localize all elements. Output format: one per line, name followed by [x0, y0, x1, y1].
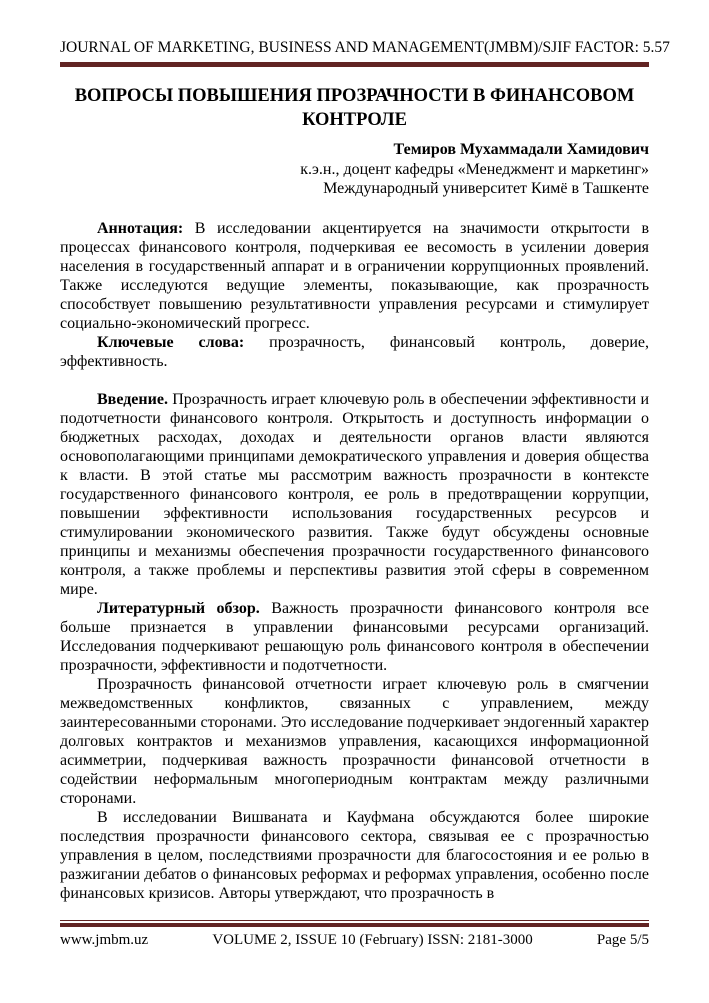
abstract-text: В исследовании акцентируется на значимости открытости в процессах финансового контроля, подчеркивая ее весомость в усилении доверия населения в государственный аппарат и в ограничении коррупционных проявлений. Также исследуются ведущие элементы, показывающие, как прозрачность способствует повышению результативности управления ресурсами и стимулирует социально-экономический прогресс.: [60, 219, 650, 332]
author-university-line: Международный университет Кимё в Ташкенте: [323, 180, 649, 197]
paragraph-abstract: [60, 219, 649, 333]
paragraph-keywords: [60, 333, 649, 371]
journal-header: [60, 39, 670, 67]
footer-rule: [60, 920, 649, 927]
literature-review-label: Литературный обзор.: [97, 599, 260, 617]
footer-volume-info: VOLUME 2, ISSUE 10 (February) ISSN: 2181-3000: [212, 932, 533, 948]
paragraph-introduction: [60, 390, 649, 599]
abstract-label: Аннотация:: [97, 219, 184, 237]
spacer: [60, 199, 649, 219]
introduction-label: Введение.: [97, 390, 168, 408]
article-title: ВОПРОСЫ ПОВЫШЕНИЯ ПРОЗРАЧНОСТИ В ФИНАНСОВОМ КОНТРОЛЕ: [74, 86, 635, 130]
literature-review-text: Важность прозрачности финансового контроля все больше признается в управлении финансовыми ресурсами организаций. Исследования подчеркивают решающую роль финансового контроля в обеспечении прозрачности, эффективности и подотчетности.: [60, 599, 650, 674]
author-block: [60, 140, 649, 199]
footer-page-number: Page 5/5: [596, 932, 649, 948]
author-name: Темиров Мухаммадали Хамидович: [393, 141, 649, 158]
keywords-text: прозрачность, финансовый контроль, доверие, эффективность.: [60, 333, 650, 370]
spacer: [60, 371, 649, 390]
page-footer: [60, 920, 649, 950]
footer-website: www.jmbm.uz: [60, 932, 149, 948]
header-rule: [60, 62, 649, 67]
author-degree-line: к.э.н., доцент кафедры «Менеджмент и маркетинг»: [300, 160, 649, 178]
footer-rule-thick: [60, 923, 649, 927]
body-1-text: Прозрачность финансовой отчетности играет ключевую роль в смягчении межведомственных конфликтов, связанных с управлением, между заинтересованными сторонами. Это исследование подчеркивает эндогенный характер долговых контрактов и механизмов управления, касающихся информационной асимметрии, подчеркивая важность прозрачности финансовой отчетности в содействии неформальным многопериодным контрактам между различными сторонами.: [60, 675, 649, 807]
footer-row: [60, 931, 649, 950]
paragraph-body-2: [60, 808, 649, 903]
introduction-text: Прозрачность играет ключевую роль в обеспечении эффективности и подотчетности финансового контроля. Открытость и доступность информации о бюджетных расходах, доходах и деятельности органов власти являются основополагающими принципами демократического управления и доверия общества к власти. В этой статье мы рассмотрим важность прозрачности в контексте государственного финансового контроля, ее роль в предотвращении коррупции, повышении эффективности использования государственных ресурсов и стимулировании экономического развития. Также будут обсуждены основные принципы и механизмы обеспечения прозрачности государственного финансового контроля, а также проблемы и перспективы развития этой сферы в современном мире.: [60, 390, 650, 598]
journal-header-title: JOURNAL OF MARKETING, BUSINESS AND MANAGEMENT(JMBM)/SJIF FACTOR: 5.57: [60, 39, 670, 56]
paragraph-body-1: [60, 675, 649, 808]
body-2-text: В исследовании Вишваната и Кауфмана обсуждаются более широкие последствия прозрачности финансового сектора, связывая ее с прозрачностью управления в целом, последствиями прозрачности для благосостояния и ее ролью в разжигании дебатов о финансовых реформах и реформах управления, особенно после финансовых кризисов. Авторы утверждают, что прозрачность в: [60, 808, 649, 902]
keywords-label: Ключевые слова:: [97, 333, 245, 351]
paragraph-literature-review: [60, 599, 649, 675]
